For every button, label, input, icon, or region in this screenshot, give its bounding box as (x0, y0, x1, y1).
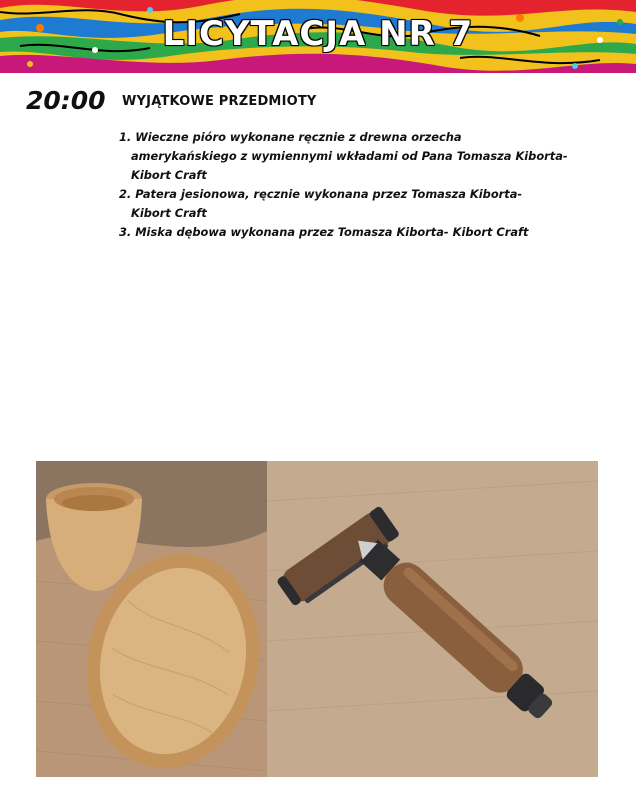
item-text-line: 2. Patera jesionowa, ręcznie wykonana przez Tomasza Kiborta- (119, 187, 523, 201)
session-heading: WYJĄTKOWE PRZEDMIOTY (122, 94, 317, 109)
bowl-and-plate-photo (36, 461, 267, 777)
product-photos (36, 461, 598, 777)
item-text-line: amerykańskiego z wymiennymi wkładami od Pana Tomasza Kiborta- (131, 149, 568, 163)
header-banner (0, 0, 636, 73)
banner-title: LICYTACJA NR 7 (162, 14, 474, 54)
item-text-line: 1. Wieczne pióro wykonane ręcznie z drewna orzecha (119, 130, 462, 144)
item-text-line: Kibort Craft (131, 206, 207, 220)
session-time: 20:00 (26, 86, 106, 115)
list-item (119, 128, 589, 185)
fountain-pen-photo (267, 461, 598, 777)
item-text-line: 3. Miska dębowa wykonana przez Tomasza Kiborta- Kibort Craft (119, 225, 529, 239)
list-item (119, 223, 589, 242)
auction-item-list (119, 128, 589, 242)
item-text-line: Kibort Craft (131, 168, 207, 182)
list-item (119, 185, 589, 223)
